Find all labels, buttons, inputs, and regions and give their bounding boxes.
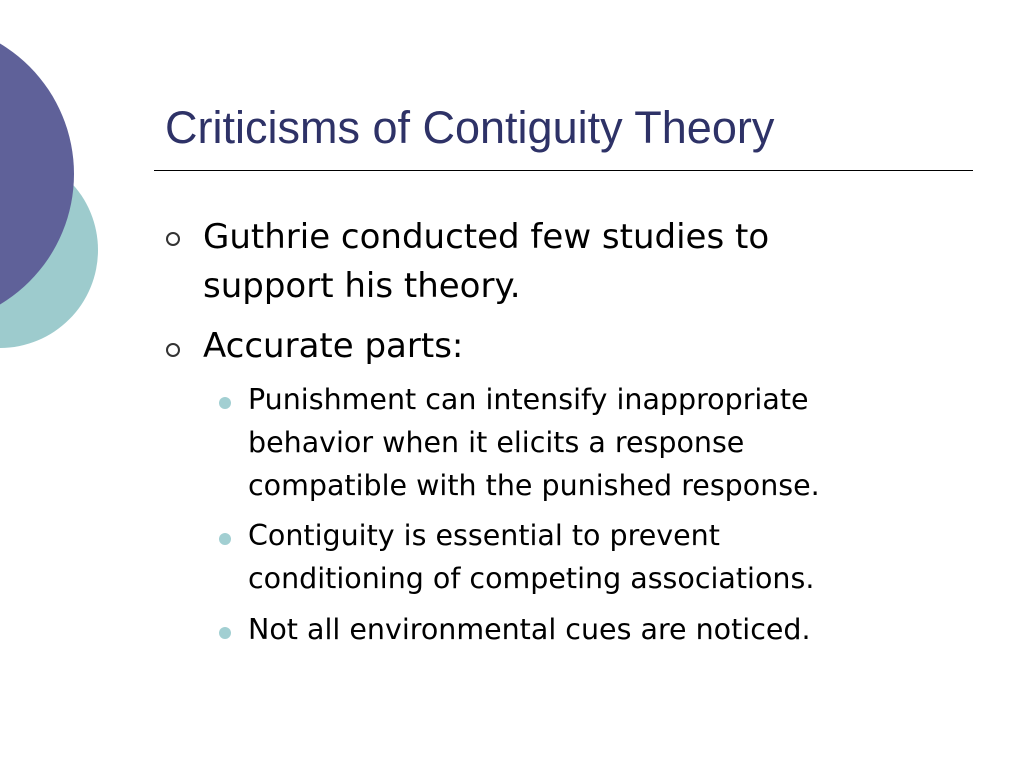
dot-bullet-icon — [219, 397, 231, 409]
dot-bullet-icon — [219, 533, 231, 545]
bullet-text: support his theory. — [203, 266, 521, 306]
hollow-circle-bullet-icon — [166, 232, 180, 246]
sub-bullet-text: behavior when it elicits a response — [248, 426, 745, 459]
slide-title: Criticisms of Contiguity Theory — [165, 102, 775, 153]
sub-bullet-text: Not all environmental cues are noticed. — [248, 613, 811, 646]
sub-bullet-text: Punishment can intensify inappropriate — [248, 383, 809, 416]
dot-bullet-icon — [219, 627, 231, 639]
hollow-circle-bullet-icon — [166, 343, 180, 357]
sub-bullet-text: compatible with the punished response. — [248, 469, 820, 502]
bullet-text: Guthrie conducted few studies to — [203, 217, 770, 257]
sub-bullet-text: Contiguity is essential to prevent — [248, 519, 720, 552]
bullet-text: Accurate parts: — [203, 326, 464, 366]
sub-bullet-text: conditioning of competing associations. — [248, 562, 815, 595]
